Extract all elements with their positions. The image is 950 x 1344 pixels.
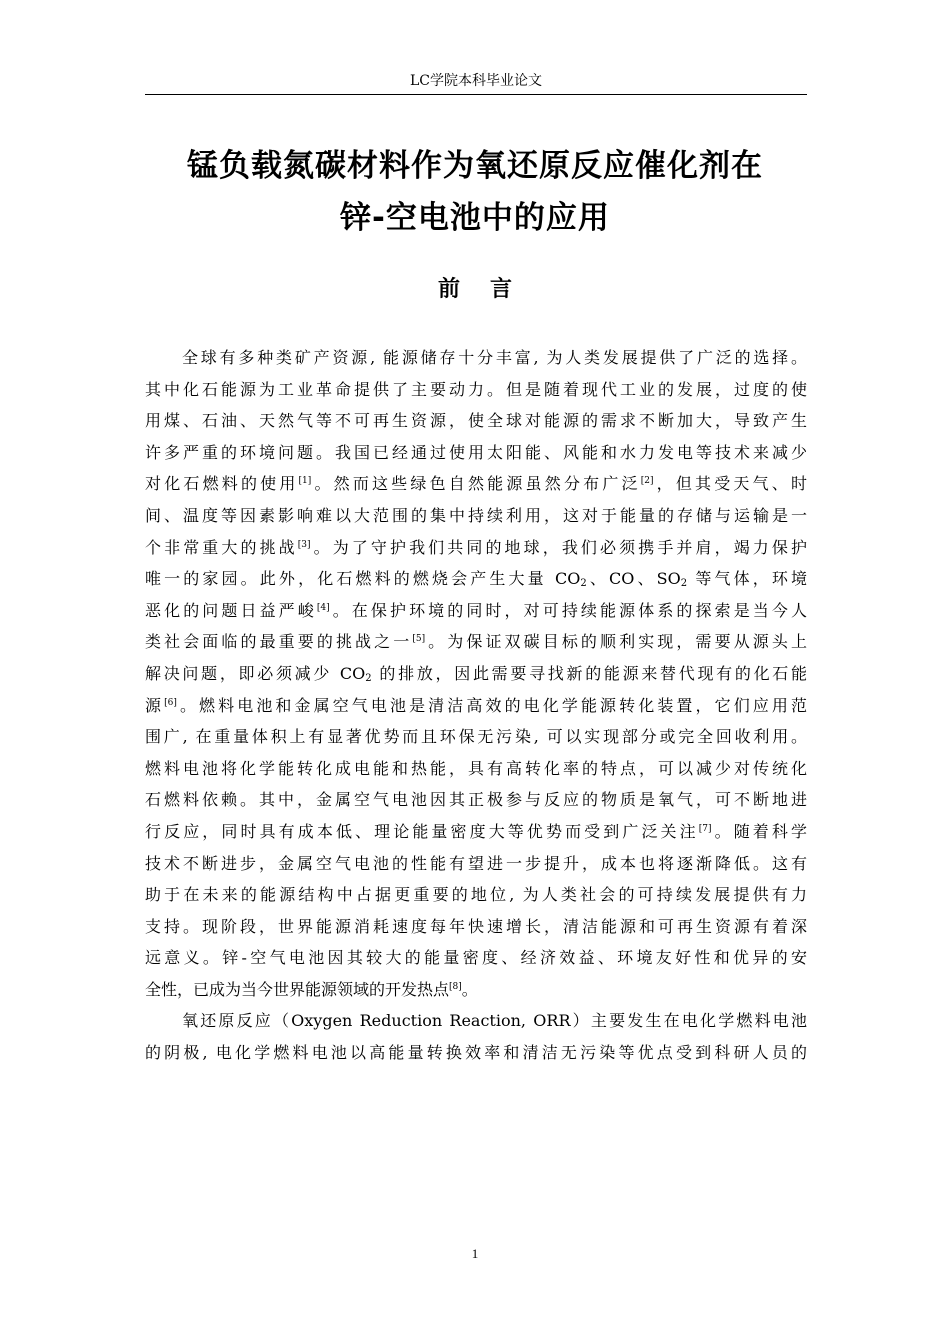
body-line: 技术不断进步，金属空气电池的性能有望进一步提升，成本也将逐渐降低。这有 xyxy=(145,853,807,873)
citation: [5] xyxy=(412,634,426,645)
title-line-2: 锌-空电池中的应用 xyxy=(340,200,610,236)
citation: [8] xyxy=(449,981,462,992)
subscript: 2 xyxy=(365,672,372,684)
citation: [6] xyxy=(164,697,177,708)
citation: [3] xyxy=(297,539,311,550)
body-line: 其中化石能源为工业革命提供了主要动力。但是随着现代工业的发展，过度的使 xyxy=(145,379,807,399)
subscript: 2 xyxy=(580,578,587,590)
body-line: 燃料电池将化学能转化成电能和热能，具有高转化率的特点，可以减少对传统化 xyxy=(145,758,807,778)
body-line: 个非常重大的挑战[3]。为了守护我们共同的地球，我们必须携手并肩，竭力保护 xyxy=(145,537,807,557)
page-number: 1 xyxy=(471,1246,479,1261)
body-line: 远意义。锌-空气电池因其较大的能量密度、经济效益、环境友好性和优异的安 xyxy=(145,948,807,968)
body-line: 间、温度等因素影响难以大范围的集中持续利用，这对于能量的存储与运输是一 xyxy=(145,505,807,525)
body-line: 支持。现阶段，世界能源消耗速度每年快速增长，清洁能源和可再生资源有着深 xyxy=(145,916,807,936)
subscript: 2 xyxy=(680,578,688,590)
body-line: 行反应，同时具有成本低、理论能量密度大等优势而受到广泛关注[7]。随着科学 xyxy=(145,821,807,841)
thesis-title xyxy=(100,140,850,244)
body-line: 的阴极, 电化学燃料电池以高能量转换效率和清洁无污染等优点受到科研人员的 xyxy=(145,1043,807,1063)
body-line: 唯一的家园。此外，化石燃料的燃烧会产生大量 $CO_2$、CO、$SO_2$ 等气体，环境 xyxy=(145,569,807,590)
citation: [4] xyxy=(316,602,330,613)
body-line: 对化石燃料的使用[1]。然而这些绿色自然能源虽然分布广泛[2]，但其受天气、时 xyxy=(145,474,807,494)
citation: [1] xyxy=(298,476,312,487)
body-line: 用煤、石油、天然气等不可再生资源，使全球对能源的需求不断加大，导致产生 xyxy=(145,411,807,431)
body-line: 解决问题，即必须减少 $CO_2$ 的排放，因此需要寻找新的能源来替代现有的化石能 xyxy=(145,663,807,684)
body-line: 全性，已成为当今世界能源领域的开发热点[8]。 xyxy=(145,979,478,999)
section-heading xyxy=(0,270,950,310)
section-heading-char-2: 言 xyxy=(490,277,513,302)
section-heading-char-1: 前 xyxy=(437,277,460,302)
running-header xyxy=(145,68,807,95)
body-line: 石燃料依赖。其中，金属空气电池因其正极参与反应的物质是氧气，可不断地进 xyxy=(145,790,807,810)
body-line: 类社会面临的最重要的挑战之一[5]。为保证双碳目标的顺利实现，需要从源头上 xyxy=(145,632,807,652)
citation: [7] xyxy=(698,823,712,834)
title-line-1: 锰负载氮碳材料作为氧还原反应催化剂在 xyxy=(187,148,763,184)
body-line: 恶化的问题日益严峻[4]。在保护环境的同时，对可持续能源体系的探索是当今人 xyxy=(145,600,807,620)
body-line: 许多严重的环境问题。我国已经通过使用太阳能、风能和水力发电等技术来减少 xyxy=(145,442,807,462)
body-line: 氧还原反应（Oxygen Reduction Reaction, ORR）主要发生在电化学燃料电池 xyxy=(182,1011,807,1031)
body-text xyxy=(145,342,807,1069)
running-header-text: LC学院本科毕业论文 xyxy=(409,73,542,89)
body-line: 助于在未来的能源结构中占据更重要的地位, 为人类社会的可持续发展提供有力 xyxy=(145,885,807,905)
citation: [2] xyxy=(640,476,654,487)
body-line: 源[6]。燃料电池和金属空气电池是清洁高效的电化学能源转化装置，它们应用范 xyxy=(145,695,807,715)
body-line: 围广, 在重量体积上有显著优势而且环保无污染, 可以实现部分或完全回收利用。 xyxy=(145,727,807,747)
body-line: 全球有多种类矿产资源, 能源储存十分丰富, 为人类发展提供了广泛的选择。 xyxy=(182,348,807,367)
